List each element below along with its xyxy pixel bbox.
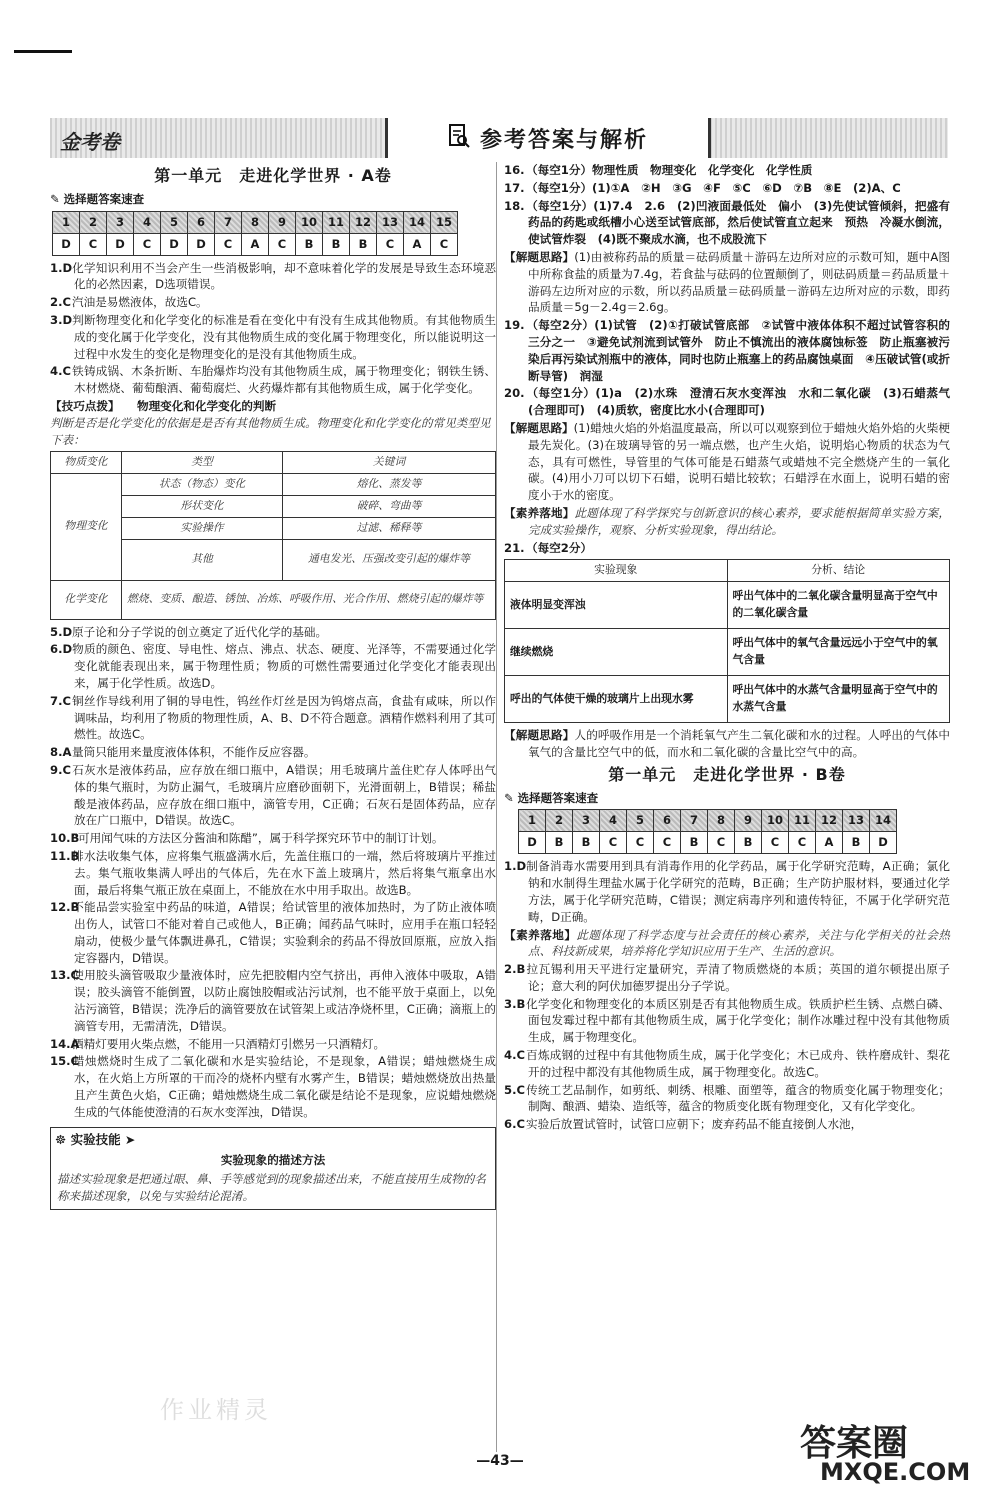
answer-cell: D <box>161 233 188 255</box>
answer-cell: 9 <box>735 810 762 832</box>
question-text: 判断物理变化和化学变化的标准是看在变化中有没有生成其他物质。有其他物质生成的变化属于化学变化，没有其他物质生成的变化属于物理变化，所以能说明这一过程中水发生的变化是物理变化的是没有其他物质生成。 <box>72 312 496 361</box>
answer-cell: C <box>215 233 242 255</box>
question-text: （每空1分）物理性质 物理变化 化学变化 化学性质 <box>526 163 813 177</box>
answer-cell: B <box>843 832 870 854</box>
answer-cell: C <box>708 832 735 854</box>
solution-label: 【解题思路】 <box>504 728 575 743</box>
question-text: 铜丝作导线利用了铜的导电性，钨丝作灯丝是因为钨熔点高，食盐有咸味，所以作调味品，均利用了物质的物理性质，A、B、D不符合题意。酒精作燃料利用了其可燃性。故选C。 <box>72 693 496 742</box>
skill-head: ☸ 实验技能 ➤ <box>51 1132 139 1149</box>
answer-cell: 3 <box>107 211 134 233</box>
answer-cell: 6 <box>188 211 215 233</box>
question-number: 17. <box>504 180 525 195</box>
question-item <box>50 624 496 641</box>
literacy-label: 【素养落地】 <box>504 505 575 520</box>
answer-cell: 12 <box>816 810 843 832</box>
skill-box <box>50 1127 496 1210</box>
physical-label: 物理变化 <box>51 474 122 580</box>
th-type: 类型 <box>122 452 283 474</box>
row-key: 破碎、弯曲等 <box>283 495 496 517</box>
question-number: 5.C <box>504 1082 525 1097</box>
answer-cell: 9 <box>269 211 296 233</box>
row-key: 熔化、蒸发等 <box>283 474 496 496</box>
answer-cell: 8 <box>708 810 735 832</box>
brand-logo: 金考卷 <box>60 130 120 154</box>
unit-a-title: 第一单元 走进化学世界 · A卷 <box>154 166 392 185</box>
answer-cell: C <box>654 832 681 854</box>
answer-cell: 6 <box>654 810 681 832</box>
answer-cell: 8 <box>242 211 269 233</box>
document-icon <box>448 124 470 152</box>
question-item <box>504 996 950 1046</box>
question-number: 14.A <box>50 1036 80 1051</box>
question-text: 石灰水是液体药品，应存放在细口瓶中，A错误；用毛玻璃片盖住贮存人体呼出气体的集气瓶时，为防止漏气，毛玻璃片应磨砂面朝下，光滑面朝上，B错误；稀盐酸是液体药品，应存放在细口瓶中，滴管专用，C正确；石灰石是固体药品，应存放在广口瓶中，D错误。故选C。 <box>72 762 496 828</box>
row-key: 过滤、稀释等 <box>283 517 496 539</box>
question-item <box>50 744 496 761</box>
question-number: 5.D <box>50 624 73 639</box>
answer-cell: B <box>681 832 708 854</box>
question-text: 百炼成钢的过程中有其他物质生成，属于化学变化；木已成舟、铁杵磨成针、梨花开的过程中都没有其他物质生成，属于物理变化。故选C。 <box>526 1048 950 1079</box>
conclusion-cell: 呼出气体中的二氧化碳含量明显高于空气中的二氧化碳含量 <box>727 582 950 629</box>
question-item <box>504 858 950 925</box>
answer-cell: 7 <box>215 211 242 233</box>
question-text: 制备消毒水需要用到具有消毒作用的化学药品，属于化学研究范畴，A正确；氯化钠和水制得生理盐水属于化学研究的范畴，B正确；生产防护服材料，要通过化学方法，属于化学研究范畴，C错误；测定病毒序列和遗传特征，不属于化学研究范畴，D正确。 <box>526 859 950 924</box>
question-number: 21. <box>504 540 525 555</box>
question-item <box>504 180 950 197</box>
unit-b-section-label: 选择题答案速查 <box>517 790 599 805</box>
conclusion-cell: 呼出气体中的氧气含量远远小于空气中的氧气含量 <box>727 629 950 676</box>
question-number: 3.D <box>50 312 73 327</box>
question-text: 传统工艺品制作，如剪纸、刺绣、根雕、面塑等，蕴含的物质变化属于物理变化；制陶、酿酒、蜡染、造纸等，蕴含的物质变化既有物理变化，又有化学变化。 <box>526 1082 950 1114</box>
question-number: 15.C <box>50 1054 80 1069</box>
watermark-url: MXQE.COM <box>820 1458 971 1486</box>
question-item <box>504 961 950 995</box>
answer-cell: B <box>573 832 600 854</box>
tip-label: 【技巧点拨】 <box>50 398 114 413</box>
row-type: 形状变化 <box>122 495 283 517</box>
answer-cell: 1 <box>53 211 80 233</box>
question-number: 3.B <box>504 996 526 1011</box>
answer-cell: C <box>134 233 161 255</box>
question-item <box>50 260 496 294</box>
tip-text: 判断是否是化学变化的依据是是否有其他物质生成。物理变化和化学变化的常见类型见下表： <box>50 415 491 447</box>
solution-label: 【解题思路】 <box>504 249 575 264</box>
question-text: 酒精灯要用火柴点燃，不能用一只酒精灯引燃另一只酒精灯。 <box>72 1036 386 1051</box>
answer-cell: 3 <box>573 810 600 832</box>
question-text: “可用闻气味的方法区分酱油和陈醋”，属于科学探究环节中的制订计划。 <box>72 831 444 846</box>
unit-b-title: 第一单元 走进化学世界 · B卷 <box>608 764 846 784</box>
column-divider <box>496 162 497 1452</box>
answer-cell: C <box>377 233 404 255</box>
answer-cell: C <box>762 832 789 854</box>
question-item <box>504 317 950 384</box>
question-text: 蜡烛燃烧时生成了二氧化碳和水是实验结论，不是现象，A错误；蜡烛燃烧生成水，在火焰上方所罩的干而冷的烧杯内壁有水雾产生，B错误；蜡烛燃烧放出热量且产生黄色火焰，C正确；蜡烛燃烧生成二氧化碳是结论不是现象，应说蜡烛燃烧生成的气体能使澄清的石灰水变浑浊，D错误。 <box>72 1054 496 1119</box>
skill-head-label: 实验技能 <box>70 1131 121 1147</box>
question-item <box>504 198 950 248</box>
answer-cell: 15 <box>431 211 458 233</box>
question-item <box>504 1116 950 1133</box>
question-number: 8.A <box>50 745 72 760</box>
question-item <box>504 1082 950 1116</box>
answer-cell: C <box>789 832 816 854</box>
question-item <box>50 1053 496 1120</box>
answer-cell: 2 <box>546 810 573 832</box>
answer-cell: 14 <box>404 211 431 233</box>
right-column <box>504 162 950 1134</box>
solution-text: (1)由被称药品的质量＝砝码质量＋游码左边所对应的示数可知，题中A图中所称食盐的质量为7.4g，若食盐与砝码的位置颠倒了，则砝码质量＝药品质量＋游码左边所对应的示数，所以药品质量＝砝码质量－游码左边所对应的示数，即药品质量＝5g－2.4g＝2.6g。 <box>528 249 950 315</box>
question-text: 排水法收集气体，应将集气瓶盛满水后，先盖住瓶口的一端，然后将玻璃片平推过去。集气瓶收集满人呼出的气体后，先在水下盖上玻璃片，然后将集气瓶拿出水面，最后将集气瓶正放在桌面上，不能放在水中用手取出。故选B。 <box>72 848 496 897</box>
question-answer: （每空2分） <box>526 540 593 555</box>
answer-cell: C <box>600 832 627 854</box>
literacy-text: 此题体现了科学态度与社会责任的核心素养，关注与化学相关的社会热点、科技新成果，培养将化学知识应用于生产、生活的意识。 <box>528 927 950 959</box>
question-text: 化学知识利用不当会产生一些消极影响，却不意味着化学的发展是导致生态环境恶化的必然因素，D选项错误。 <box>72 260 496 292</box>
unit-a-section-label: 选择题答案速查 <box>63 191 145 206</box>
question-text: （每空1分）(1)a (2)水珠 澄清石灰水变浑浊 水和二氧化碳 (3)石蜡蒸气(合理即可) (4)质软，密度比水小(合理即可) <box>526 386 950 418</box>
change-table <box>50 451 496 619</box>
question-text: 物质的颜色、密度、导电性、熔点、沸点、状态、硬度、光泽等，不需要通过化学变化就能表现出来，属于物理性质；物质的可燃性需要通过化学变化才能表现出来，属于化学性质。故选D。 <box>72 642 496 690</box>
solution-18 <box>504 249 950 316</box>
question-text: 汽油是易燃液体，故选C。 <box>72 295 208 310</box>
top-rule <box>14 50 72 53</box>
phenomenon-cell: 液体明显变浑浊 <box>505 582 728 629</box>
th-class: 物质变化 <box>51 452 122 474</box>
question-number: 11.B <box>50 848 80 863</box>
answer-cell: A <box>404 233 431 255</box>
question-number: 19. <box>504 318 525 333</box>
question-text: 量筒只能用来量度液体体积，不能作反应容器。 <box>72 745 316 760</box>
answer-cell: D <box>53 233 80 255</box>
phenomenon-cell: 继续燃烧 <box>505 629 728 676</box>
page-title: 参考答案与解析 <box>479 127 648 153</box>
watermark-logo: 答案圈 <box>800 1423 909 1464</box>
answer-cell: A <box>816 832 843 854</box>
question-text: 原子论和分子学说的创立奠定了近代化学的基础。 <box>72 624 328 639</box>
question-text: 不能品尝实验室中药品的味道，A错误；给试管里的液体加热时，为了防止液体喷出伤人，试管口不能对着自己或他人，B正确；闻药品气味时，应用手在瓶口轻轻扇动，使极少量气体飘进鼻孔，C错误；实验剩余的药品不得放回原瓶，应放入指定容器内，D错误。 <box>72 900 496 965</box>
question-text: 铁铸成锅、木条折断、车胎爆炸均没有其他物质生成，属于物理变化；钢铁生锈、木材燃烧、葡萄酿酒、葡萄腐烂、火药爆炸都有其他物质生成，属于化学变化。 <box>72 364 496 396</box>
th-conclusion: 分析、结论 <box>727 560 950 582</box>
chemical-label: 化学变化 <box>51 580 122 619</box>
page-number: —43— <box>476 1453 524 1469</box>
solution-text: 人的呼吸作用是一个消耗氧气产生二氧化碳和水的过程。人呼出的气体中氧气的含量比空气中的低，而水和二氧化碳的含量比空气中的高。 <box>528 728 950 759</box>
answer-cell: 1 <box>519 810 546 832</box>
question-number: 2.B <box>504 962 526 977</box>
question-number: 6.D <box>50 642 73 657</box>
answer-cell: 10 <box>762 810 789 832</box>
answer-cell: 11 <box>789 810 816 832</box>
unit-b-section: ✎ 选择题答案速查 <box>504 790 599 805</box>
question-number: 1.D <box>504 859 527 874</box>
answer-cell: 11 <box>323 211 350 233</box>
answer-cell: D <box>519 832 546 854</box>
phenomenon-cell: 呼出的气体使干燥的玻璃片上出现水雾 <box>505 676 728 723</box>
question-item <box>50 641 496 691</box>
question-item <box>50 830 496 847</box>
tip-title: 物理变化和化学变化的判断 <box>136 398 277 413</box>
question-item <box>50 294 496 311</box>
solution-21 <box>504 727 950 761</box>
row-type: 其他 <box>122 539 283 580</box>
question-item <box>50 1036 496 1053</box>
literacy-20 <box>504 505 950 539</box>
watermark-left: 作业精灵 <box>160 1396 272 1424</box>
tip-box <box>50 398 496 448</box>
th-key: 关键词 <box>283 452 496 474</box>
question-item <box>504 385 950 419</box>
row-type: 实验操作 <box>122 517 283 539</box>
question-number: 1.D <box>50 260 73 275</box>
question-number: 9.C <box>50 762 71 777</box>
answer-cell: 2 <box>80 211 107 233</box>
solution-label: 【解题思路】 <box>504 420 574 435</box>
header-title-box <box>385 118 711 158</box>
literacy-label: 【素养落地】 <box>504 927 577 942</box>
chemical-key: 燃烧、变质、酿造、锈蚀、冶炼、呼吸作用、光合作用、燃烧引起的爆炸等 <box>122 580 496 619</box>
answer-cell: B <box>323 233 350 255</box>
answer-cell: B <box>735 832 762 854</box>
answer-cell: B <box>296 233 323 255</box>
solution-20 <box>504 420 950 504</box>
question-text: （每空2分）(1)试管 (2)①打破试管底部 ②试管中液体体积不超过试管容积的三分之一 ③避免试剂流到试管外 防止不慎流出的液体腐蚀标签 防止瓶塞被污染后再污染试剂瓶中的液体，同时也防止瓶塞上的药品腐蚀桌面 ④压破试管(或折断导管) 润湿 <box>526 318 950 383</box>
question-item <box>50 312 496 362</box>
question-number: 6.C <box>504 1117 525 1132</box>
answer-cell: 5 <box>627 810 654 832</box>
answer-cell: 13 <box>843 810 870 832</box>
answer-cell: C <box>80 233 107 255</box>
th-phenomenon: 实验现象 <box>505 560 728 582</box>
unit-a-section: ✎ 选择题答案速查 <box>50 191 145 206</box>
question-text: 拉瓦锡利用天平进行定量研究，弄清了物质燃烧的本质；英国的道尔顿提出原子论；意大利的阿伏加德罗提出分子学说。 <box>526 962 950 993</box>
answer-cell: D <box>107 233 134 255</box>
unit-b-answer-table <box>518 809 897 854</box>
answer-cell: D <box>188 233 215 255</box>
question-text: 使用胶头滴管吸取少量液体时，应先把胶帽内空气挤出，再伸入液体中吸取，A错误；胶头滴管不能倒置，以防止腐蚀胶帽或沾污试剂，也不能平放于桌面上，以免沾污滴管，B错误；洗净后的滴管要放在试管架上或洁净烧杯里，C正确；滴瓶上的滴管专用，无需清洗，D错误。 <box>72 968 496 1033</box>
question-text: （每空1分）(1)①A ②H ③G ④F ⑤C ⑥D ⑦B ⑧E (2)A、C <box>526 180 901 195</box>
literacy-text: 此题体现了科学探究与创新意识的核心素养，要求能根据简单实验方案，完成实验操作，观察、分析实验现象，得出结论。 <box>528 505 950 537</box>
row-type: 状态（物态）变化 <box>122 474 283 496</box>
question-item <box>50 967 496 1034</box>
question-number: 12.B <box>50 900 80 915</box>
question-number: 4.C <box>504 1048 525 1063</box>
answer-cell: D <box>870 832 897 854</box>
header-banner <box>50 118 948 158</box>
question-item <box>50 363 496 397</box>
question-item <box>504 162 950 179</box>
solution-text: (1)蜡烛火焰的外焰温度最高，所以可以观察到位于蜡烛火焰外焰的火柴梗最先炭化。(3)在玻璃导管的另一端点燃，也产生火焰，说明焰心物质的状态为气态，具有可燃性，导管里的气体可能是石蜡蒸气或蜡烛不完全燃烧产生的一氧化碳。(4)用小刀可以切下石蜡，说明石蜡比较软；石蜡浮在水面上，说明石蜡的密度小于水的密度。 <box>528 420 950 503</box>
answer-cell: A <box>242 233 269 255</box>
question-number: 20. <box>504 386 525 401</box>
answer-cell: 4 <box>134 211 161 233</box>
experiment-table <box>504 559 950 723</box>
answer-cell: B <box>350 233 377 255</box>
conclusion-cell: 呼出气体中的水蒸气含量明显高于空气中的水蒸气含量 <box>727 676 950 723</box>
literacy-b <box>504 927 950 961</box>
question-21 <box>504 540 950 557</box>
answer-cell: 12 <box>350 211 377 233</box>
question-number: 18. <box>504 198 525 213</box>
answer-cell: C <box>269 233 296 255</box>
answer-cell: C <box>431 233 458 255</box>
answer-cell: 14 <box>870 810 897 832</box>
question-item <box>50 899 496 966</box>
question-item <box>50 762 496 829</box>
answer-cell: 5 <box>161 211 188 233</box>
skill-text: 描述实验现象是把通过眼、鼻、手等感觉到的现象描述出来，不能直接用生成物的名称来描述现象，以免与实验结论混淆。 <box>57 1172 486 1204</box>
question-number: 4.C <box>50 364 71 379</box>
left-column <box>50 162 496 1210</box>
question-number: 16. <box>504 163 525 177</box>
question-item <box>50 848 496 898</box>
skill-title: 实验现象的描述方法 <box>220 1153 326 1168</box>
question-text: 实验后放置试管时，试管口应朝下；废弃药品不能直接倒人水池， <box>526 1117 863 1132</box>
answer-cell: 13 <box>377 211 404 233</box>
answer-cell: C <box>627 832 654 854</box>
question-item <box>504 1047 950 1081</box>
question-text: （每空1分）(1)7.4 2.6 (2)凹液面最低处 偏小 (3)先使试管倾斜，把盛有药品的药匙或纸槽小心送至试管底部，然后使试管直立起来 预热 冷凝水倒流，使试管炸裂 (4)既不聚成水滴，也不成股流下 <box>526 198 950 247</box>
answer-cell: 10 <box>296 211 323 233</box>
question-item <box>50 693 496 743</box>
question-number: 7.C <box>50 693 71 708</box>
row-key: 通电发光、压强改变引起的爆炸等 <box>283 539 496 580</box>
question-number: 2.C <box>50 295 71 310</box>
question-number: 13.C <box>50 968 80 983</box>
answer-cell: B <box>546 832 573 854</box>
question-number: 10.B <box>50 831 80 846</box>
question-text: 化学变化和物理变化的本质区别是否有其他物质生成。铁质护栏生锈、点燃白磷、面包发霉过程中都有其他物质生成，属于化学变化；制作冰雕过程中没有其他物质生成，属于物理变化。 <box>526 996 950 1045</box>
answer-cell: 4 <box>600 810 627 832</box>
unit-a-answer-table <box>52 211 458 256</box>
answer-cell: 7 <box>681 810 708 832</box>
